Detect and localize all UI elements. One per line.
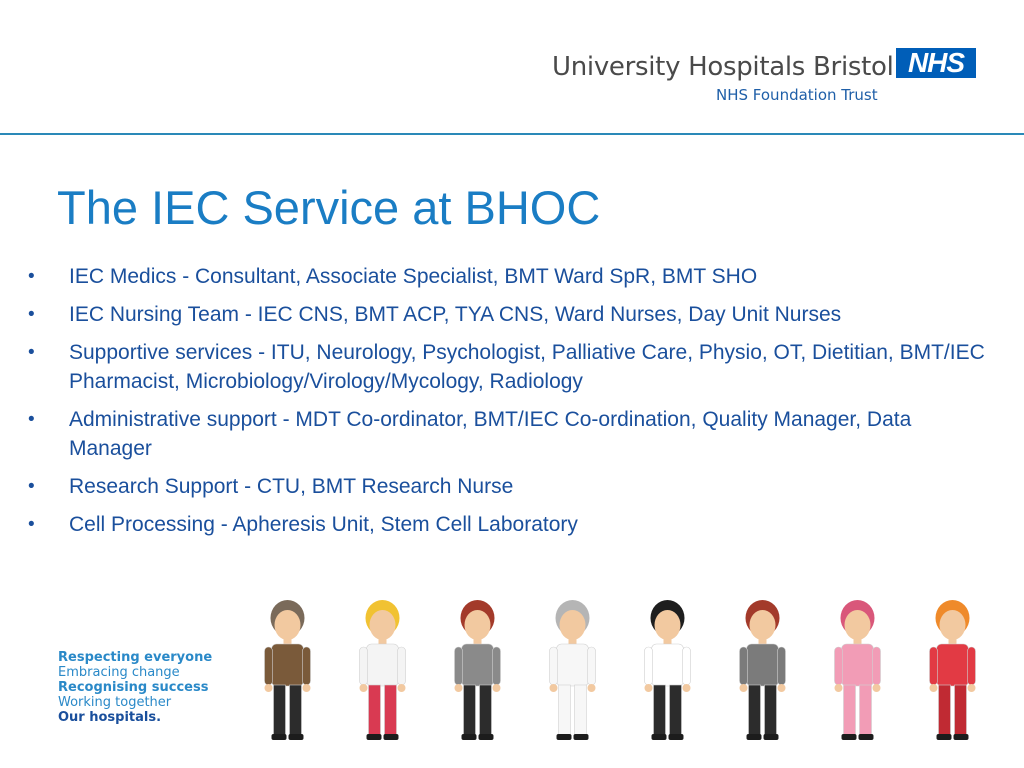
hand-icon — [265, 684, 273, 692]
hand-icon — [835, 684, 843, 692]
arm-icon — [398, 647, 406, 685]
staff-figure-nurse — [930, 600, 976, 740]
hand-icon — [303, 684, 311, 692]
bullet-icon: • — [28, 476, 35, 497]
shoe-icon — [937, 734, 952, 740]
leg-icon — [369, 685, 381, 735]
bullet-text: IEC Nursing Team - IEC CNS, BMT ACP, TYA CNS, Ward Nurses, Day Unit Nurses — [69, 303, 842, 326]
staff-figure-consultant — [550, 600, 596, 740]
arm-icon — [740, 647, 748, 685]
face-icon — [370, 610, 396, 640]
leg-icon — [654, 685, 666, 735]
torso-icon — [747, 644, 779, 686]
list-item — [28, 338, 988, 396]
bullet-text: Cell Processing - Apheresis Unit, Stem Cell Laboratory — [69, 513, 578, 536]
shoe-icon — [954, 734, 969, 740]
bullet-list — [28, 262, 988, 548]
shoe-icon — [384, 734, 399, 740]
hand-icon — [398, 684, 406, 692]
shoe-icon — [557, 734, 572, 740]
staff-figure-nurse — [835, 600, 881, 740]
list-item — [28, 472, 988, 501]
arm-icon — [645, 647, 653, 685]
leg-icon — [464, 685, 476, 735]
arm-icon — [550, 647, 558, 685]
arm-icon — [360, 647, 368, 685]
face-icon — [655, 610, 681, 640]
face-icon — [560, 610, 586, 640]
leg-icon — [860, 685, 872, 735]
slide-title: The IEC Service at BHOC — [57, 181, 601, 234]
arm-icon — [778, 647, 786, 685]
arm-icon — [683, 647, 691, 685]
header-divider — [0, 133, 1024, 135]
torso-icon — [367, 644, 399, 686]
hand-icon — [550, 684, 558, 692]
hand-icon — [873, 684, 881, 692]
shoe-icon — [842, 734, 857, 740]
list-item — [28, 300, 988, 329]
leg-icon — [955, 685, 967, 735]
shoe-icon — [289, 734, 304, 740]
hand-icon — [683, 684, 691, 692]
leg-icon — [670, 685, 682, 735]
staff-figure-doctor — [455, 600, 501, 740]
value-line: Working together — [58, 695, 172, 710]
value-line: Embracing change — [58, 665, 180, 680]
face-icon — [275, 610, 301, 640]
arm-icon — [873, 647, 881, 685]
hand-icon — [968, 684, 976, 692]
arm-icon — [835, 647, 843, 685]
shoe-icon — [652, 734, 667, 740]
list-item — [28, 510, 988, 539]
leg-icon — [844, 685, 856, 735]
hand-icon — [740, 684, 748, 692]
face-icon — [465, 610, 491, 640]
hand-icon — [645, 684, 653, 692]
bullet-text: IEC Medics - Consultant, Associate Specialist, BMT Ward SpR, BMT SHO — [69, 265, 758, 288]
arm-icon — [455, 647, 463, 685]
bullet-text: Supportive services - ITU, Neurology, Psychologist, Palliative Care, Physio, OT, Dietitian, BMT/IEC Pharmacist, Microbiology/Virology/Mycology, Radiology — [69, 341, 985, 393]
leg-icon — [274, 685, 286, 735]
shoe-icon — [669, 734, 684, 740]
arm-icon — [493, 647, 501, 685]
shoe-icon — [574, 734, 589, 740]
hand-icon — [778, 684, 786, 692]
arm-icon — [588, 647, 596, 685]
leg-icon — [765, 685, 777, 735]
leg-icon — [290, 685, 302, 735]
bullet-text: Administrative support - MDT Co-ordinator, BMT/IEC Co-ordination, Quality Manager, Data Manager — [69, 408, 912, 460]
staff-figure-surgeon — [265, 600, 311, 740]
leg-icon — [480, 685, 492, 735]
value-line: Recognising success — [58, 680, 209, 695]
hand-icon — [360, 684, 368, 692]
torso-icon — [272, 644, 304, 686]
face-icon — [845, 610, 871, 640]
bullet-icon: • — [28, 304, 35, 325]
slide-header — [0, 0, 1024, 134]
staff-figure-nurse — [360, 600, 406, 740]
list-item — [28, 405, 988, 463]
hand-icon — [930, 684, 938, 692]
bullet-text: Research Support - CTU, BMT Research Nurse — [69, 475, 514, 498]
org-name: University Hospitals Bristol — [552, 52, 894, 82]
staff-illustration — [240, 598, 1000, 748]
shoe-icon — [859, 734, 874, 740]
shoe-icon — [367, 734, 382, 740]
value-line: Respecting everyone — [58, 650, 213, 665]
hand-icon — [455, 684, 463, 692]
shoe-icon — [462, 734, 477, 740]
leg-icon — [939, 685, 951, 735]
arm-icon — [968, 647, 976, 685]
bullet-icon: • — [28, 409, 35, 430]
hand-icon — [493, 684, 501, 692]
torso-icon — [937, 644, 969, 686]
arm-icon — [303, 647, 311, 685]
torso-icon — [557, 644, 589, 686]
shoe-icon — [747, 734, 762, 740]
staff-figure-nurse — [740, 600, 786, 740]
leg-icon — [575, 685, 587, 735]
leg-icon — [385, 685, 397, 735]
face-icon — [750, 610, 776, 640]
face-icon — [940, 610, 966, 640]
bullet-icon: • — [28, 342, 35, 363]
torso-icon — [842, 644, 874, 686]
arm-icon — [930, 647, 938, 685]
shoe-icon — [272, 734, 287, 740]
shoe-icon — [479, 734, 494, 740]
bullet-icon: • — [28, 514, 35, 535]
shoe-icon — [764, 734, 779, 740]
hand-icon — [588, 684, 596, 692]
leg-icon — [559, 685, 571, 735]
leg-icon — [749, 685, 761, 735]
arm-icon — [265, 647, 273, 685]
list-item — [28, 262, 988, 291]
nhs-logo: NHS — [896, 48, 976, 78]
trust-values — [58, 650, 212, 725]
bullet-icon: • — [28, 266, 35, 287]
staff-figure-administrator — [645, 600, 691, 740]
torso-icon — [652, 644, 684, 686]
org-subtitle: NHS Foundation Trust — [716, 86, 878, 104]
torso-icon — [462, 644, 494, 686]
value-line: Our hospitals. — [58, 710, 162, 725]
